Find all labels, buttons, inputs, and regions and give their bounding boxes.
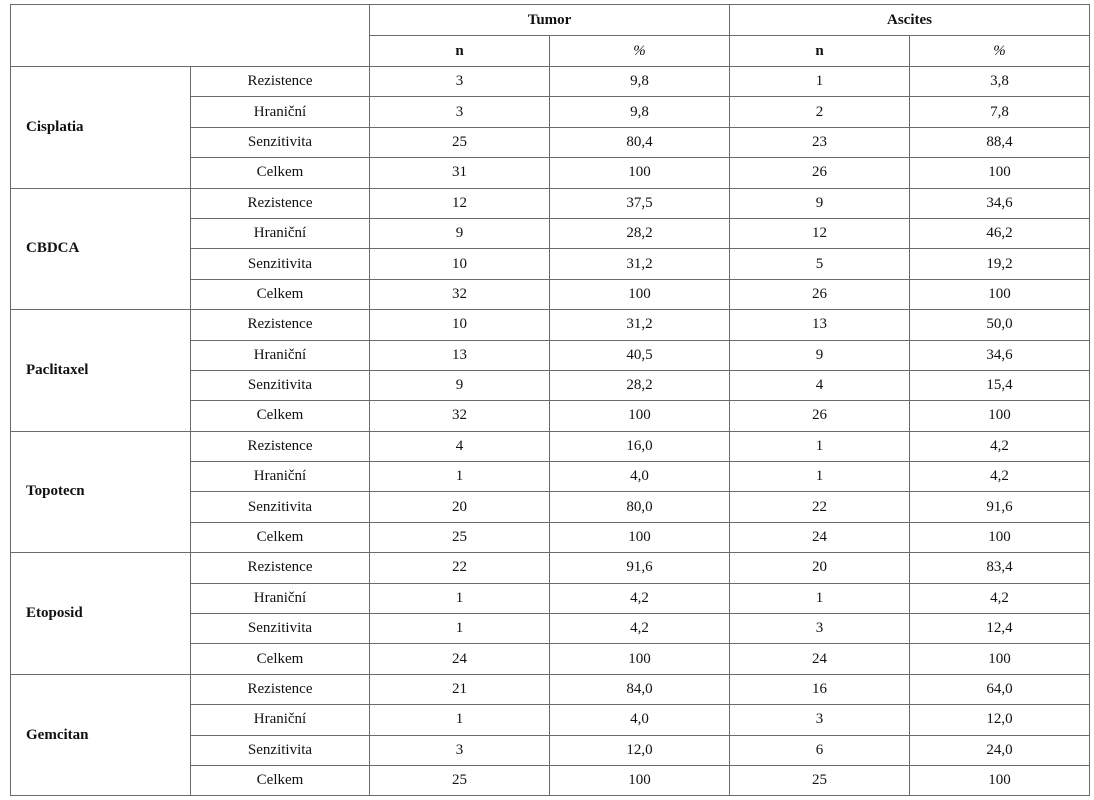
drug-name: CBDCA [11, 188, 191, 310]
tumor-n-cell: 25 [370, 522, 550, 552]
tumor-n-cell: 1 [370, 462, 550, 492]
tumor-pct-cell: 9,8 [550, 97, 730, 127]
ascites-pct-cell: 24,0 [910, 735, 1090, 765]
ascites-n-cell: 1 [730, 583, 910, 613]
ascites-n-cell: 25 [730, 765, 910, 795]
tumor-n-cell: 32 [370, 279, 550, 309]
row-label: Celkem [191, 765, 370, 795]
tumor-pct-cell: 100 [550, 401, 730, 431]
tumor-n-cell: 1 [370, 614, 550, 644]
ascites-pct-cell: 4,2 [910, 462, 1090, 492]
ascites-pct-cell: 100 [910, 644, 1090, 674]
ascites-n-cell: 5 [730, 249, 910, 279]
row-label: Celkem [191, 522, 370, 552]
ascites-n-cell: 2 [730, 97, 910, 127]
tumor-pct-cell: 100 [550, 158, 730, 188]
tumor-n-cell: 12 [370, 188, 550, 218]
tumor-n-cell: 20 [370, 492, 550, 522]
tumor-n-cell: 9 [370, 218, 550, 248]
header-tumor-pct: % [550, 36, 730, 67]
row-label: Celkem [191, 158, 370, 188]
ascites-n-cell: 9 [730, 188, 910, 218]
tumor-pct-cell: 100 [550, 765, 730, 795]
tumor-pct-cell: 4,2 [550, 583, 730, 613]
ascites-pct-cell: 12,0 [910, 705, 1090, 735]
tumor-n-cell: 32 [370, 401, 550, 431]
tumor-n-cell: 3 [370, 735, 550, 765]
tumor-n-cell: 31 [370, 158, 550, 188]
tumor-pct-cell: 91,6 [550, 553, 730, 583]
ascites-n-cell: 3 [730, 705, 910, 735]
tumor-pct-cell: 16,0 [550, 431, 730, 461]
ascites-pct-cell: 4,2 [910, 431, 1090, 461]
tumor-pct-cell: 12,0 [550, 735, 730, 765]
row-label: Hraniční [191, 462, 370, 492]
ascites-pct-cell: 19,2 [910, 249, 1090, 279]
ascites-n-cell: 22 [730, 492, 910, 522]
ascites-n-cell: 1 [730, 67, 910, 97]
ascites-pct-cell: 7,8 [910, 97, 1090, 127]
ascites-pct-cell: 100 [910, 401, 1090, 431]
ascites-n-cell: 4 [730, 370, 910, 400]
ascites-n-cell: 20 [730, 553, 910, 583]
ascites-n-cell: 26 [730, 279, 910, 309]
sensitivity-table [10, 4, 1090, 796]
tumor-n-cell: 4 [370, 431, 550, 461]
ascites-n-cell: 1 [730, 431, 910, 461]
ascites-pct-cell: 83,4 [910, 553, 1090, 583]
ascites-n-cell: 12 [730, 218, 910, 248]
tumor-n-cell: 3 [370, 97, 550, 127]
header-tumor: Tumor [370, 5, 730, 36]
tumor-n-cell: 3 [370, 67, 550, 97]
row-label: Hraniční [191, 705, 370, 735]
ascites-pct-cell: 34,6 [910, 188, 1090, 218]
tumor-pct-cell: 80,0 [550, 492, 730, 522]
row-label: Senzitivita [191, 249, 370, 279]
drug-name: Topotecn [11, 431, 191, 553]
ascites-n-cell: 26 [730, 401, 910, 431]
row-label: Rezistence [191, 431, 370, 461]
tumor-pct-cell: 80,4 [550, 127, 730, 157]
row-label: Celkem [191, 644, 370, 674]
tumor-n-cell: 1 [370, 583, 550, 613]
ascites-pct-cell: 50,0 [910, 310, 1090, 340]
row-label: Senzitivita [191, 492, 370, 522]
tumor-n-cell: 10 [370, 249, 550, 279]
table-row [11, 431, 1090, 461]
tumor-n-cell: 24 [370, 644, 550, 674]
row-label: Senzitivita [191, 614, 370, 644]
tumor-n-cell: 21 [370, 674, 550, 704]
row-label: Rezistence [191, 67, 370, 97]
tumor-pct-cell: 100 [550, 644, 730, 674]
table-row [11, 310, 1090, 340]
tumor-pct-cell: 31,2 [550, 249, 730, 279]
row-label: Senzitivita [191, 370, 370, 400]
row-label: Hraniční [191, 583, 370, 613]
ascites-n-cell: 1 [730, 462, 910, 492]
ascites-pct-cell: 34,6 [910, 340, 1090, 370]
tumor-n-cell: 10 [370, 310, 550, 340]
tumor-pct-cell: 28,2 [550, 218, 730, 248]
table-row [11, 674, 1090, 704]
table-row [11, 553, 1090, 583]
tumor-pct-cell: 31,2 [550, 310, 730, 340]
row-label: Celkem [191, 401, 370, 431]
ascites-pct-cell: 12,4 [910, 614, 1090, 644]
tumor-pct-cell: 28,2 [550, 370, 730, 400]
row-label: Celkem [191, 279, 370, 309]
tumor-n-cell: 13 [370, 340, 550, 370]
results-table-container [10, 4, 1090, 796]
ascites-pct-cell: 100 [910, 158, 1090, 188]
row-label: Senzitivita [191, 735, 370, 765]
tumor-n-cell: 22 [370, 553, 550, 583]
ascites-n-cell: 23 [730, 127, 910, 157]
drug-name: Cisplatia [11, 67, 191, 189]
header-ascites-n: n [730, 36, 910, 67]
table-row [11, 188, 1090, 218]
row-label: Senzitivita [191, 127, 370, 157]
drug-name: Etoposid [11, 553, 191, 675]
header-ascites-pct: % [910, 36, 1090, 67]
tumor-pct-cell: 9,8 [550, 67, 730, 97]
row-label: Rezistence [191, 674, 370, 704]
tumor-pct-cell: 84,0 [550, 674, 730, 704]
ascites-pct-cell: 3,8 [910, 67, 1090, 97]
ascites-pct-cell: 64,0 [910, 674, 1090, 704]
row-label: Hraniční [191, 218, 370, 248]
row-label: Rezistence [191, 188, 370, 218]
ascites-n-cell: 13 [730, 310, 910, 340]
tumor-pct-cell: 4,0 [550, 462, 730, 492]
ascites-n-cell: 3 [730, 614, 910, 644]
tumor-pct-cell: 4,0 [550, 705, 730, 735]
tumor-pct-cell: 37,5 [550, 188, 730, 218]
row-label: Rezistence [191, 310, 370, 340]
header-corner [11, 5, 370, 67]
ascites-pct-cell: 15,4 [910, 370, 1090, 400]
ascites-pct-cell: 91,6 [910, 492, 1090, 522]
tumor-n-cell: 9 [370, 370, 550, 400]
ascites-n-cell: 6 [730, 735, 910, 765]
tumor-pct-cell: 40,5 [550, 340, 730, 370]
ascites-n-cell: 24 [730, 522, 910, 552]
tumor-pct-cell: 4,2 [550, 614, 730, 644]
row-label: Rezistence [191, 553, 370, 583]
tumor-n-cell: 25 [370, 127, 550, 157]
header-row-groups [11, 5, 1090, 36]
drug-name: Paclitaxel [11, 310, 191, 432]
ascites-pct-cell: 100 [910, 522, 1090, 552]
header-ascites: Ascites [730, 5, 1090, 36]
tumor-n-cell: 25 [370, 765, 550, 795]
ascites-n-cell: 16 [730, 674, 910, 704]
ascites-pct-cell: 46,2 [910, 218, 1090, 248]
row-label: Hraniční [191, 97, 370, 127]
ascites-pct-cell: 4,2 [910, 583, 1090, 613]
header-tumor-n: n [370, 36, 550, 67]
drug-name: Gemcitan [11, 674, 191, 796]
ascites-n-cell: 26 [730, 158, 910, 188]
row-label: Hraniční [191, 340, 370, 370]
tumor-n-cell: 1 [370, 705, 550, 735]
ascites-n-cell: 9 [730, 340, 910, 370]
ascites-pct-cell: 100 [910, 279, 1090, 309]
ascites-n-cell: 24 [730, 644, 910, 674]
ascites-pct-cell: 88,4 [910, 127, 1090, 157]
table-body [11, 67, 1090, 796]
tumor-pct-cell: 100 [550, 279, 730, 309]
tumor-pct-cell: 100 [550, 522, 730, 552]
ascites-pct-cell: 100 [910, 765, 1090, 795]
table-row [11, 67, 1090, 97]
